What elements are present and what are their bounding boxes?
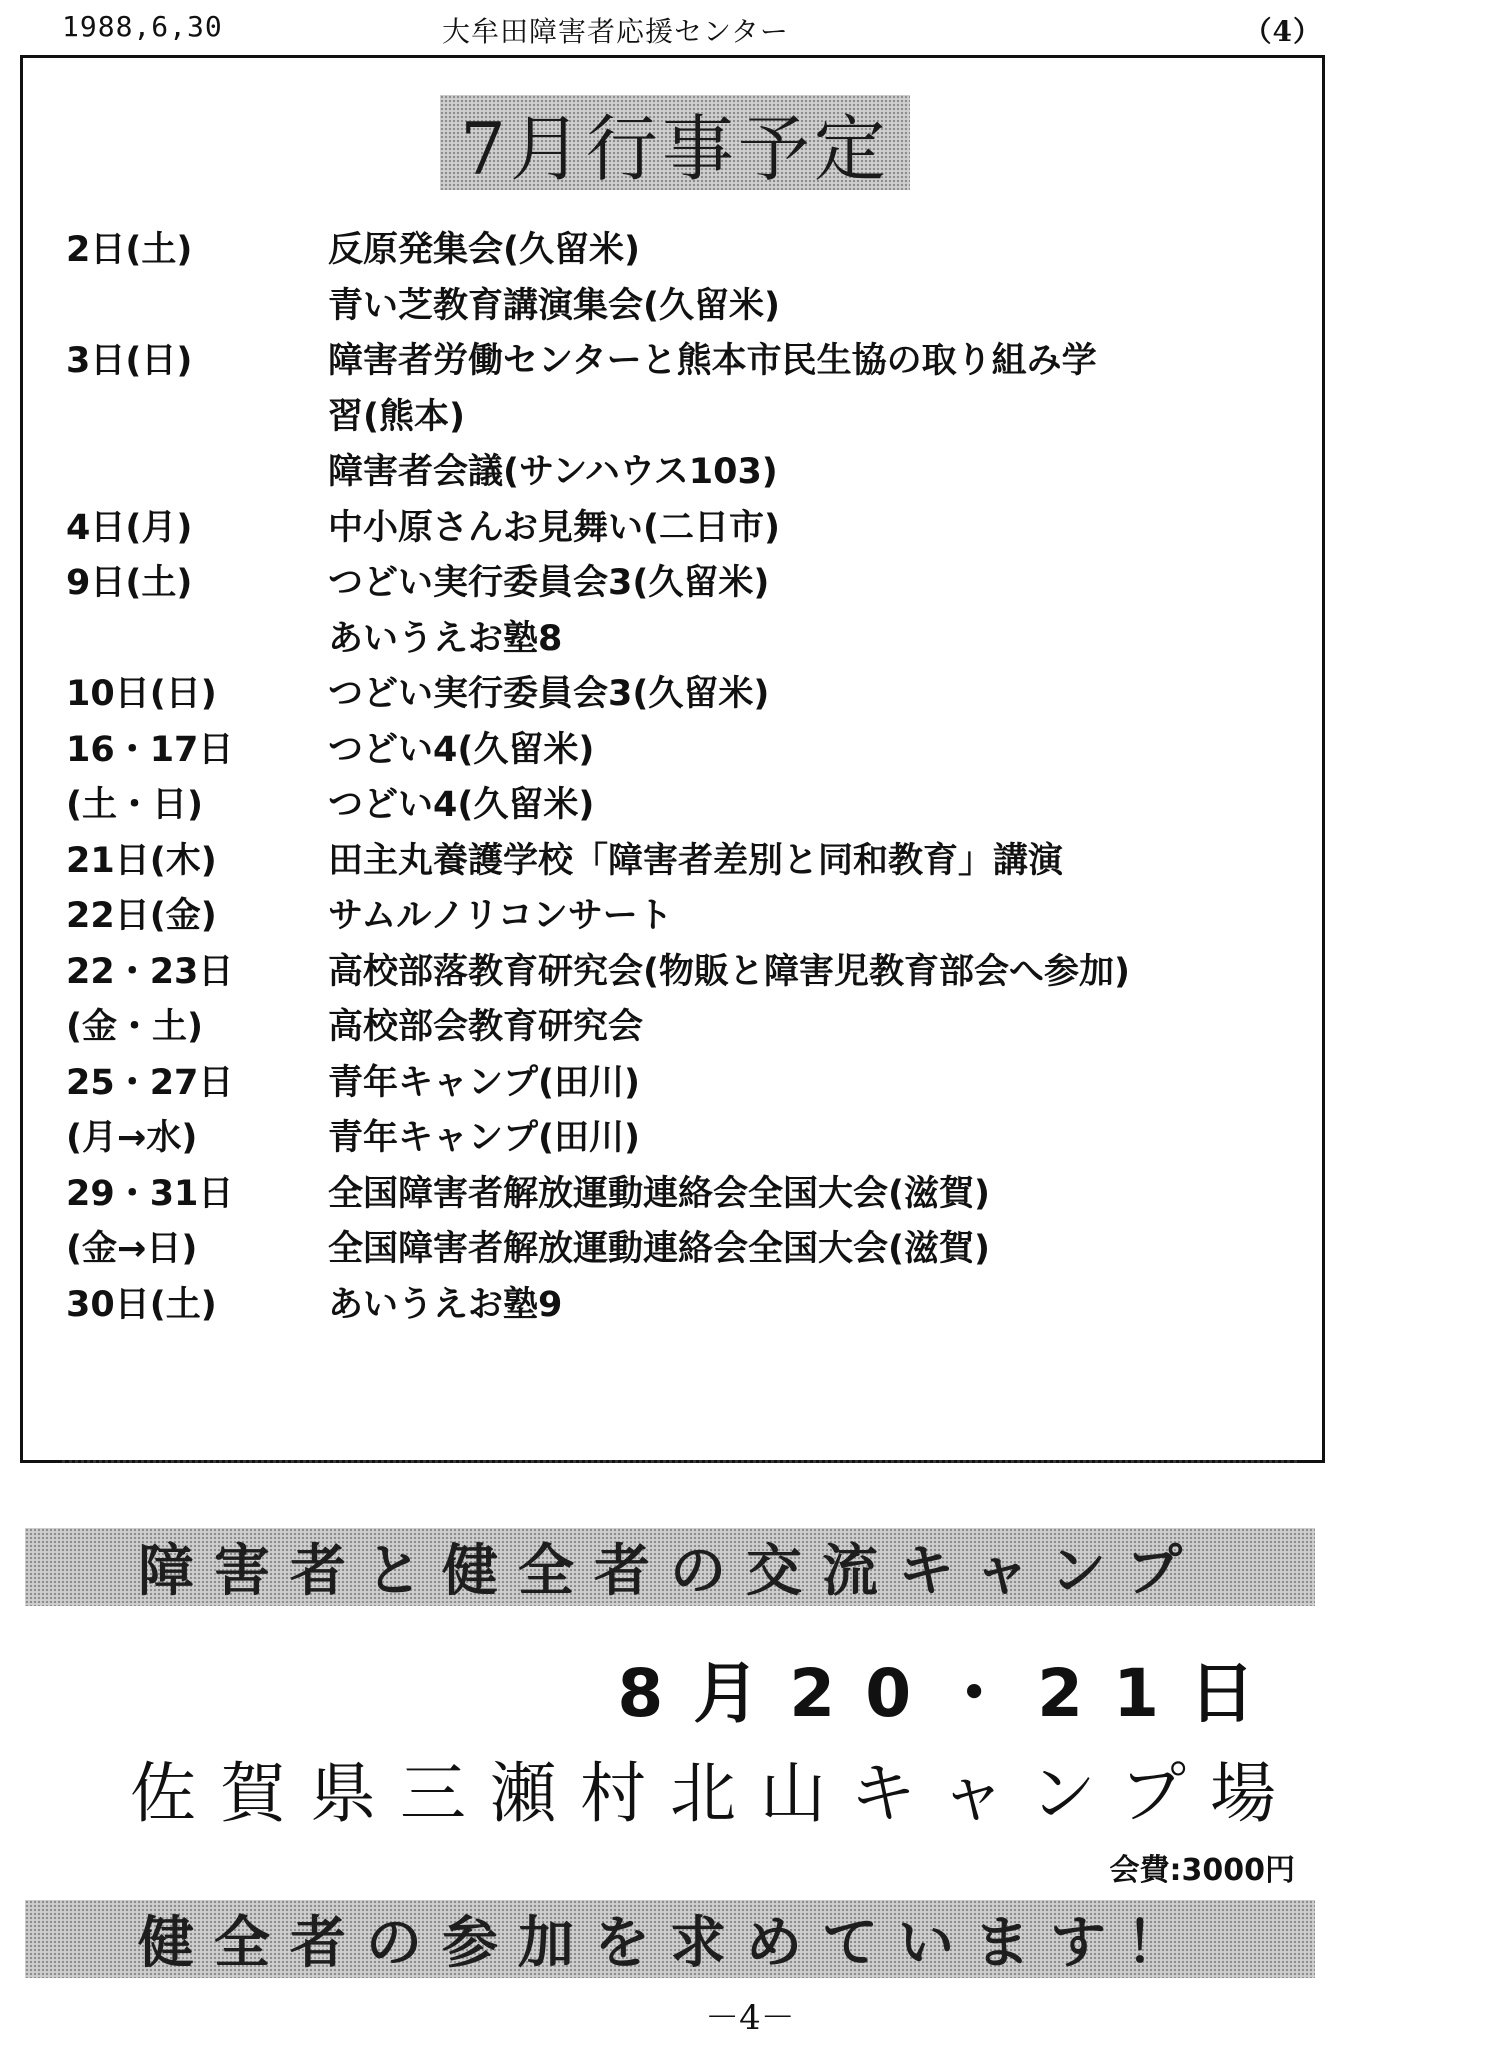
schedule-event: 高校部会教育研究会 (328, 1007, 644, 1047)
schedule-event: 障害者労働センターと熊本市民生協の取り組み学 (328, 341, 1097, 381)
schedule-event: 全国障害者解放運動連絡会全国大会(滋賀) (328, 1173, 990, 1214)
schedule-date: 10日(日) (66, 674, 217, 714)
event-schedule (66, 222, 1326, 1332)
schedule-event: 中小原さんお見舞い(二日市) (328, 507, 780, 548)
schedule-row (66, 777, 1326, 833)
camp-banner-text: 障害者と健全者の交流キャンプ (138, 1539, 1202, 1604)
schedule-row (66, 222, 1326, 278)
schedule-row (66, 999, 1326, 1055)
schedule-date: 9日(土) (66, 563, 193, 603)
schedule-date: 16・17日 (66, 729, 234, 770)
schedule-date: (土・日) (66, 785, 203, 825)
organization-name: 大牟田障害者応援センター (442, 15, 789, 48)
call-banner-text: 健全者の参加を求めています！ (138, 1911, 1202, 1976)
schedule-event: サムルノリコンサート (328, 896, 673, 936)
schedule-event: つどい実行委員会3(久留米) (328, 563, 770, 603)
schedule-event: 習(熊本) (328, 396, 465, 437)
schedule-row (66, 444, 1326, 500)
schedule-event: つどい4(久留米) (328, 785, 595, 825)
schedule-row (66, 333, 1326, 389)
schedule-event: つどい4(久留米) (328, 729, 595, 770)
page-header (62, 10, 1322, 54)
schedule-row (66, 1110, 1326, 1166)
schedule-event: つどい実行委員会3(久留米) (328, 674, 770, 714)
schedule-event: 全国障害者解放運動連絡会全国大会(滋賀) (328, 1229, 990, 1269)
schedule-event: 反原発集会(久留米) (328, 230, 640, 270)
schedule-date: (金・土) (66, 1007, 203, 1047)
issue-date: 1988,6,30 (62, 10, 223, 43)
call-banner (25, 1900, 1315, 1978)
schedule-date: 4日(月) (66, 507, 193, 548)
schedule-event: 田主丸養護学校「障害者差別と同和教育」講演 (328, 840, 1064, 881)
page-number: （4） (1243, 15, 1322, 48)
schedule-date: 29・31日 (66, 1173, 234, 1214)
schedule-row (66, 944, 1326, 1000)
schedule-date: 25・27日 (66, 1062, 234, 1103)
dotted-divider (62, 1460, 1297, 1463)
schedule-date: (金→日) (66, 1229, 198, 1269)
schedule-event: 青い芝教育講演集会(久留米) (328, 285, 780, 326)
title-box (440, 95, 910, 190)
schedule-row (66, 389, 1326, 445)
schedule-row (66, 666, 1326, 722)
schedule-date: 22日(金) (66, 896, 217, 936)
schedule-row (66, 278, 1326, 334)
schedule-row (66, 1277, 1326, 1333)
schedule-row (66, 1221, 1326, 1277)
schedule-date: 21日(木) (66, 840, 217, 881)
schedule-event: あいうえお塾9 (328, 1284, 563, 1325)
schedule-event: 障害者会議(サンハウス103) (328, 452, 778, 492)
schedule-row (66, 1166, 1326, 1222)
camp-date: 8月20・21日 (617, 1655, 1285, 1732)
schedule-event: 青年キャンプ(田川) (328, 1062, 640, 1103)
schedule-date: (月→水) (66, 1118, 198, 1158)
camp-banner (25, 1528, 1315, 1606)
schedule-row (66, 888, 1326, 944)
schedule-row (66, 500, 1326, 556)
page-title: 7月行事予定 (460, 106, 890, 191)
schedule-date: 30日(土) (66, 1284, 217, 1325)
schedule-row (66, 611, 1326, 667)
schedule-date: 3日(日) (66, 341, 193, 381)
footer-page-number: －4－ (705, 1998, 795, 2038)
schedule-event: あいうえお塾8 (328, 618, 563, 659)
camp-place: 佐賀県三瀬村北山キャンプ場 (130, 1755, 1300, 1832)
schedule-row (66, 722, 1326, 778)
schedule-date: 22・23日 (66, 951, 234, 992)
camp-fee: 会費:3000円 (1109, 1853, 1295, 1888)
schedule-event: 青年キャンプ(田川) (328, 1118, 640, 1158)
schedule-event: 高校部落教育研究会(物販と障害児教育部会へ参加) (328, 951, 1130, 992)
schedule-row (66, 555, 1326, 611)
schedule-row (66, 1055, 1326, 1111)
schedule-date: 2日(土) (66, 230, 193, 270)
schedule-row (66, 833, 1326, 889)
